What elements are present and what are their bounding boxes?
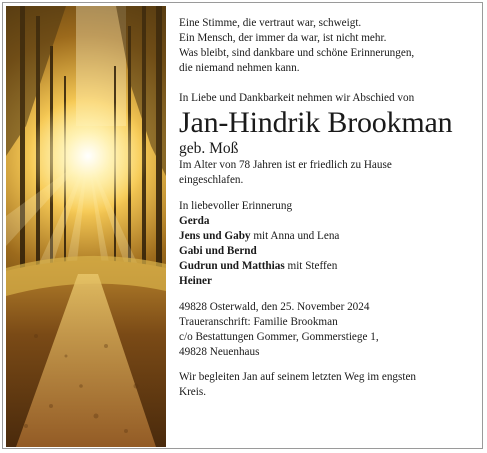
mourner-extra: mit Steffen bbox=[284, 260, 338, 272]
closing-note bbox=[179, 370, 479, 400]
mourner-name: Jens und Gaby bbox=[179, 230, 251, 242]
poem-line: die niemand nehmen kann. bbox=[179, 62, 300, 74]
mourner-name: Heiner bbox=[179, 275, 212, 287]
place-and-date: 49828 Osterwald, den 25. November 2024 bbox=[179, 301, 370, 313]
forest-sunlight-photo bbox=[6, 6, 166, 447]
sun-rays-forest-path-icon bbox=[6, 6, 166, 447]
deceased-name: Jan-Hindrik Brookman bbox=[179, 106, 453, 139]
mourner-line bbox=[179, 229, 479, 244]
mourner-extra: mit Anna und Lena bbox=[250, 230, 340, 242]
address-line: Traueranschrift: Familie Brookman bbox=[179, 316, 338, 328]
poem-line: Was bleibt, sind dankbare und schöne Erinnerungen, bbox=[179, 47, 415, 59]
poem-line: Eine Stimme, die vertraut war, schweigt. bbox=[179, 17, 362, 29]
poem bbox=[179, 16, 479, 76]
closing-line: Kreis. bbox=[179, 386, 207, 398]
address-line: 49828 Neuenhaus bbox=[179, 346, 260, 358]
mourner-line bbox=[179, 244, 479, 259]
birth-name: geb. Moß bbox=[179, 140, 239, 157]
mourner-name: Gabi und Bernd bbox=[179, 245, 257, 257]
death-notice-line: Im Alter von 78 Jahren ist er friedlich zu Hause bbox=[179, 159, 392, 171]
farewell-intro: In Liebe und Dankbarkeit nehmen wir Abschied von bbox=[179, 92, 415, 104]
mourners-heading: In liebevoller Erinnerung bbox=[179, 200, 293, 212]
death-notice-line: eingeschlafen. bbox=[179, 174, 244, 186]
mourner-name: Gerda bbox=[179, 215, 210, 227]
obituary-text bbox=[179, 16, 479, 400]
mourning-address bbox=[179, 315, 479, 360]
mourner-name: Gudrun und Matthias bbox=[179, 260, 285, 272]
address-line: c/o Bestattungen Gommer, Gommerstiege 1, bbox=[179, 331, 379, 343]
mourner-line bbox=[179, 214, 479, 229]
mourner-line bbox=[179, 259, 479, 274]
closing-line: Wir begleiten Jan auf seinem letzten Weg im engsten bbox=[179, 371, 417, 383]
obituary-card bbox=[2, 2, 483, 449]
death-notice bbox=[179, 158, 479, 188]
mourner-line bbox=[179, 274, 479, 289]
mourners-list bbox=[179, 199, 479, 289]
poem-line: Ein Mensch, der immer da war, ist nicht mehr. bbox=[179, 32, 387, 44]
